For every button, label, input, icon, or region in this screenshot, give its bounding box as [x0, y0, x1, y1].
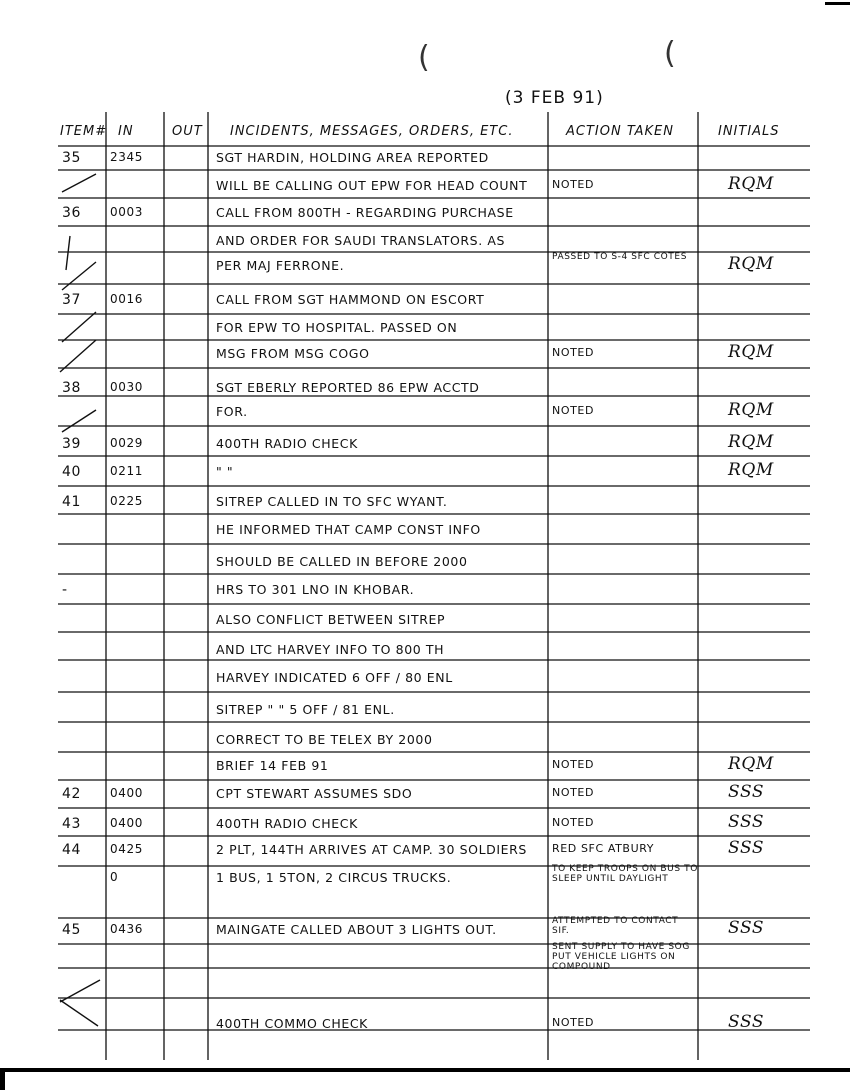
entry-incident-text: 400TH COMMO CHECK: [216, 1016, 368, 1031]
entry-in-time: 0425: [110, 842, 143, 856]
entry-incident-text: SHOULD BE CALLED IN BEFORE 2000: [216, 554, 468, 569]
entry-item-number: 43: [62, 816, 82, 832]
entry-initials: SSS: [728, 782, 765, 802]
entry-incident-text: 2 PLT, 144TH ARRIVES AT CAMP. 30 SOLDIERS: [216, 842, 527, 857]
entry-item-number: 36: [62, 205, 82, 221]
entry-in-time: 0400: [110, 816, 143, 830]
entry-item-number: 42: [62, 786, 82, 802]
entry-incident-text: SGT EBERLY REPORTED 86 EPW ACCTD: [216, 380, 480, 395]
entry-in-time: 2345: [110, 150, 143, 164]
entry-initials: RQM: [728, 432, 774, 452]
entry-action-taken: PASSED TO S-4 SFC COTES: [552, 252, 688, 262]
entry-initials: RQM: [728, 174, 774, 194]
entry-item-number: 40: [62, 464, 82, 480]
entry-action-taken: ATTEMPTED TO CONTACT SIF.: [552, 916, 679, 936]
entry-incident-text: SITREP CALLED IN TO SFC WYANT.: [216, 494, 448, 509]
entry-in-time: 0225: [110, 494, 143, 508]
entry-action-taken: TO KEEP TROOPS ON BUS TO SLEEP UNTIL DAYLIGHT: [552, 864, 698, 884]
entry-initials: RQM: [728, 342, 774, 362]
entry-in-time: 0400: [110, 786, 143, 800]
entry-initials: RQM: [728, 254, 774, 274]
entry-incident-text: CALL FROM SGT HAMMOND ON ESCORT: [216, 292, 485, 307]
entry-incident-text: " ": [216, 464, 234, 479]
entry-initials: RQM: [728, 754, 774, 774]
scan-corner-edge: [0, 1068, 5, 1090]
entry-incident-text: AND ORDER FOR SAUDI TRANSLATORS. AS: [216, 233, 506, 248]
header-initials: INITIALS: [718, 124, 780, 139]
entry-item-number: 44: [62, 842, 82, 858]
log-date: (3 FEB 91): [505, 88, 604, 108]
entry-action-taken: NOTED: [552, 1016, 595, 1029]
entry-incident-text: CPT STEWART ASSUMES SDO: [216, 786, 413, 801]
entry-action-taken: SENT SUPPLY TO HAVE SOG PUT VEHICLE LIGHTS ON COMPOUND: [552, 942, 690, 972]
entry-item-number: 39: [62, 436, 82, 452]
entry-item-number: 41: [62, 494, 82, 510]
header-in: IN: [118, 124, 134, 139]
ring-hole-mark-right: (: [664, 36, 676, 71]
entry-incident-text: SITREP " " 5 OFF / 81 ENL.: [216, 702, 395, 717]
entry-item-number: 38: [62, 380, 82, 396]
entry-in-time: 0016: [110, 292, 143, 306]
entry-initials: SSS: [728, 918, 765, 938]
entry-initials: SSS: [728, 1012, 765, 1032]
entry-in-time: 0003: [110, 205, 143, 219]
entry-in-time: 0436: [110, 922, 143, 936]
header-out: OUT: [172, 124, 203, 139]
entry-action-taken: NOTED: [552, 404, 595, 417]
entry-incident-text: MSG FROM MSG COGO: [216, 346, 370, 361]
entry-incident-text: FOR EPW TO HOSPITAL. PASSED ON: [216, 320, 458, 335]
entry-incident-text: BRIEF 14 FEB 91: [216, 758, 329, 773]
entry-action-taken: NOTED: [552, 758, 595, 771]
entry-in-time: 0: [110, 870, 119, 884]
entry-action-taken: NOTED: [552, 178, 595, 191]
entry-item-number: 45: [62, 922, 82, 938]
entry-incident-text: 400TH RADIO CHECK: [216, 816, 358, 831]
entry-in-time: 0211: [110, 464, 143, 478]
entry-incident-text: HRS TO 301 LNO IN KHOBAR.: [216, 582, 415, 597]
entry-incident-text: 1 BUS, 1 5TON, 2 CIRCUS TRUCKS.: [216, 870, 452, 885]
entry-incident-text: 400TH RADIO CHECK: [216, 436, 358, 451]
entry-item-number: -: [62, 582, 68, 598]
header-action-taken: ACTION TAKEN: [566, 124, 674, 139]
entry-initials: RQM: [728, 460, 774, 480]
header-item: ITEM#: [60, 124, 108, 139]
entry-incident-text: SGT HARDIN, HOLDING AREA REPORTED: [216, 150, 489, 165]
entry-initials: RQM: [728, 400, 774, 420]
header-incidents: INCIDENTS, MESSAGES, ORDERS, ETC.: [230, 124, 514, 139]
entry-item-number: 35: [62, 150, 82, 166]
entry-incident-text: PER MAJ FERRONE.: [216, 258, 345, 273]
entry-in-time: 0030: [110, 380, 143, 394]
entry-incident-text: WILL BE CALLING OUT EPW FOR HEAD COUNT: [216, 178, 528, 193]
entry-incident-text: FOR.: [216, 404, 248, 419]
entry-action-taken: NOTED: [552, 346, 595, 359]
entry-action-taken: NOTED: [552, 816, 595, 829]
ring-hole-mark-left: (: [418, 40, 430, 75]
entry-incident-text: HE INFORMED THAT CAMP CONST INFO: [216, 522, 481, 537]
entry-incident-text: MAINGATE CALLED ABOUT 3 LIGHTS OUT.: [216, 922, 497, 937]
entry-incident-text: HARVEY INDICATED 6 OFF / 80 ENL: [216, 670, 453, 685]
scan-bottom-edge: [0, 1068, 850, 1072]
entry-incident-text: ALSO CONFLICT BETWEEN SITREP: [216, 612, 446, 627]
entry-action-taken: NOTED: [552, 786, 595, 799]
entry-in-time: 0029: [110, 436, 143, 450]
entry-incident-text: CORRECT TO BE TELEX BY 2000: [216, 732, 433, 747]
entry-initials: SSS: [728, 812, 765, 832]
entry-action-taken: RED SFC ATBURY: [552, 842, 655, 855]
entry-initials: SSS: [728, 838, 765, 858]
entry-incident-text: AND LTC HARVEY INFO TO 800 TH: [216, 642, 445, 657]
entry-incident-text: CALL FROM 800TH - REGARDING PURCHASE: [216, 205, 514, 220]
entry-item-number: 37: [62, 292, 82, 308]
